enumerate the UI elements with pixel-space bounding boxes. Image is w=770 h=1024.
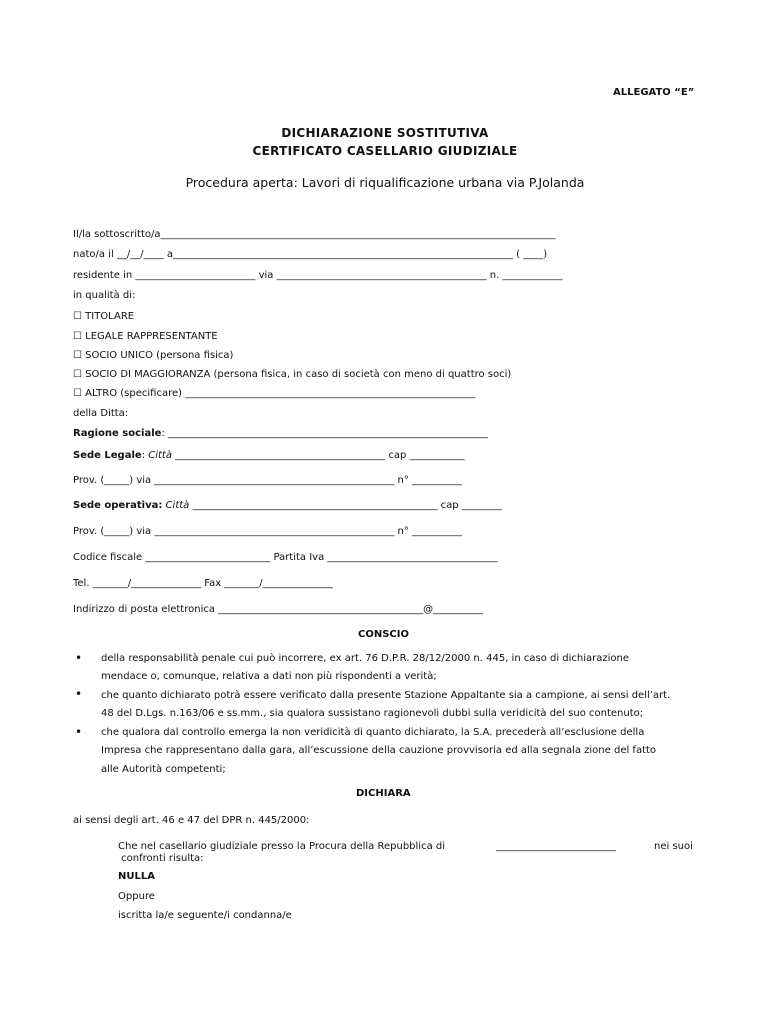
field-sottoscritto[interactable]: Il/la sottoscritto/a_______________________________________________________________________________ [73, 229, 556, 240]
document-subtitle: CERTIFICATO CASELLARIO GIUDIZIALE [252, 144, 518, 158]
allegato-label: ALLEGATO “E” [613, 87, 695, 98]
field-sede-legale[interactable]: Sede Legale: Città __________________________________________ cap ___________ [73, 450, 465, 461]
bullet-icon: • [75, 687, 83, 701]
field-sede-operativa[interactable]: Sede operativa: Città _________________________________________________ cap ________ [73, 500, 502, 511]
dichiara-nei-suoi: nei suoi [654, 841, 693, 852]
sede-operativa-label: Sede operativa: [73, 500, 163, 511]
checkbox-socio-maggioranza[interactable]: ☐ SOCIO DI MAGGIORANZA (persona fisica, in caso di società con meno di quattro soci) [73, 369, 512, 380]
conscio-item-1-line-1: della responsabilità penale cui può incorrere, ex art. 76 D.P.R. 28/12/2000 n. 445, in caso di dichiarazione [101, 653, 630, 664]
document-title: DICHIARAZIONE SOSTITUTIVA [281, 126, 489, 140]
option-iscritta: iscritta la/e seguente/i condanna/e [118, 910, 292, 921]
checkbox-legale-rappresentante[interactable]: ☐ LEGALE RAPPRESENTANTE [73, 331, 218, 342]
field-email[interactable]: Indirizzo di posta elettronica _________________________________________@__________ [73, 604, 484, 615]
field-nato[interactable]: nato/a il __/__/____ a____________________________________________________________________ ( ____) [73, 249, 548, 260]
conscio-item-3-line-1: che qualora dal controllo emerga la non veridicità di quanto dichiarato, la S.A. precederà all’esclusione della [101, 727, 645, 738]
checkbox-titolare[interactable]: ☐ TITOLARE [73, 311, 135, 322]
field-residente[interactable]: residente in ________________________ via __________________________________________ n. ____________ [73, 270, 563, 281]
checkbox-altro[interactable]: ☐ ALTRO (specificare) __________________________________________________________ [73, 388, 476, 399]
dichiara-heading: DICHIARA [356, 788, 411, 799]
dichiara-intro: ai sensi degli art. 46 e 47 del DPR n. 445/2000: [73, 815, 310, 826]
ragione-sociale-label: Ragione sociale [73, 428, 162, 439]
option-oppure: Oppure [118, 891, 155, 902]
sede-legale-label: Sede Legale [73, 450, 142, 461]
checkbox-socio-unico[interactable]: ☐ SOCIO UNICO (persona fisica) [73, 350, 234, 361]
option-nulla: NULLA [118, 871, 155, 882]
field-procura[interactable]: ________________________ [496, 841, 616, 852]
conscio-heading: CONSCIO [358, 629, 409, 640]
procedure-line: Procedura aperta: Lavori di riqualificazione urbana via P.Jolanda [185, 175, 585, 190]
conscio-item-3-line-2: Impresa che rappresentano dalla gara, all’escussione della cauzione provvisoria ed alla segnala zione del fatto [101, 745, 657, 756]
ditta-label: della Ditta: [73, 408, 129, 419]
bullet-icon: • [75, 725, 83, 739]
field-prov-operativa[interactable]: Prov. (_____) via ________________________________________________ n° __________ [73, 526, 463, 537]
field-ragione-sociale[interactable]: Ragione sociale: ________________________________________________________________ [73, 428, 488, 439]
conscio-item-2-line-2: 48 del D.Lgs. n.163/06 e ss.mm., sia qualora sussistano ragionevoli dubbi sulla veridicità del suo contenuto; [101, 708, 644, 719]
field-codice-fiscale[interactable]: Codice fiscale _________________________ Partita Iva __________________________________ [73, 552, 498, 563]
conscio-item-2-line-1: che quanto dichiarato potrà essere verificato dalla presente Stazione Appaltante sia a campione, ai sensi dell’art. [101, 690, 671, 701]
dichiara-che-line-2: confronti risulta: [118, 853, 204, 864]
field-prov-legale[interactable]: Prov. (_____) via ________________________________________________ n° __________ [73, 475, 463, 486]
qualita-label: in qualità di: [73, 290, 136, 301]
conscio-item-1-line-2: mendace o, comunque, relativa a dati non più rispondenti a verità; [101, 671, 437, 682]
bullet-icon: • [75, 651, 83, 665]
dichiara-che-line-1: Che nel casellario giudiziale presso la Procura della Repubblica di [118, 841, 446, 852]
conscio-item-3-line-3: alle Autorità competenti; [101, 764, 226, 775]
field-telefono-fax[interactable]: Tel. _______/______________ Fax _______/______________ [73, 578, 333, 589]
